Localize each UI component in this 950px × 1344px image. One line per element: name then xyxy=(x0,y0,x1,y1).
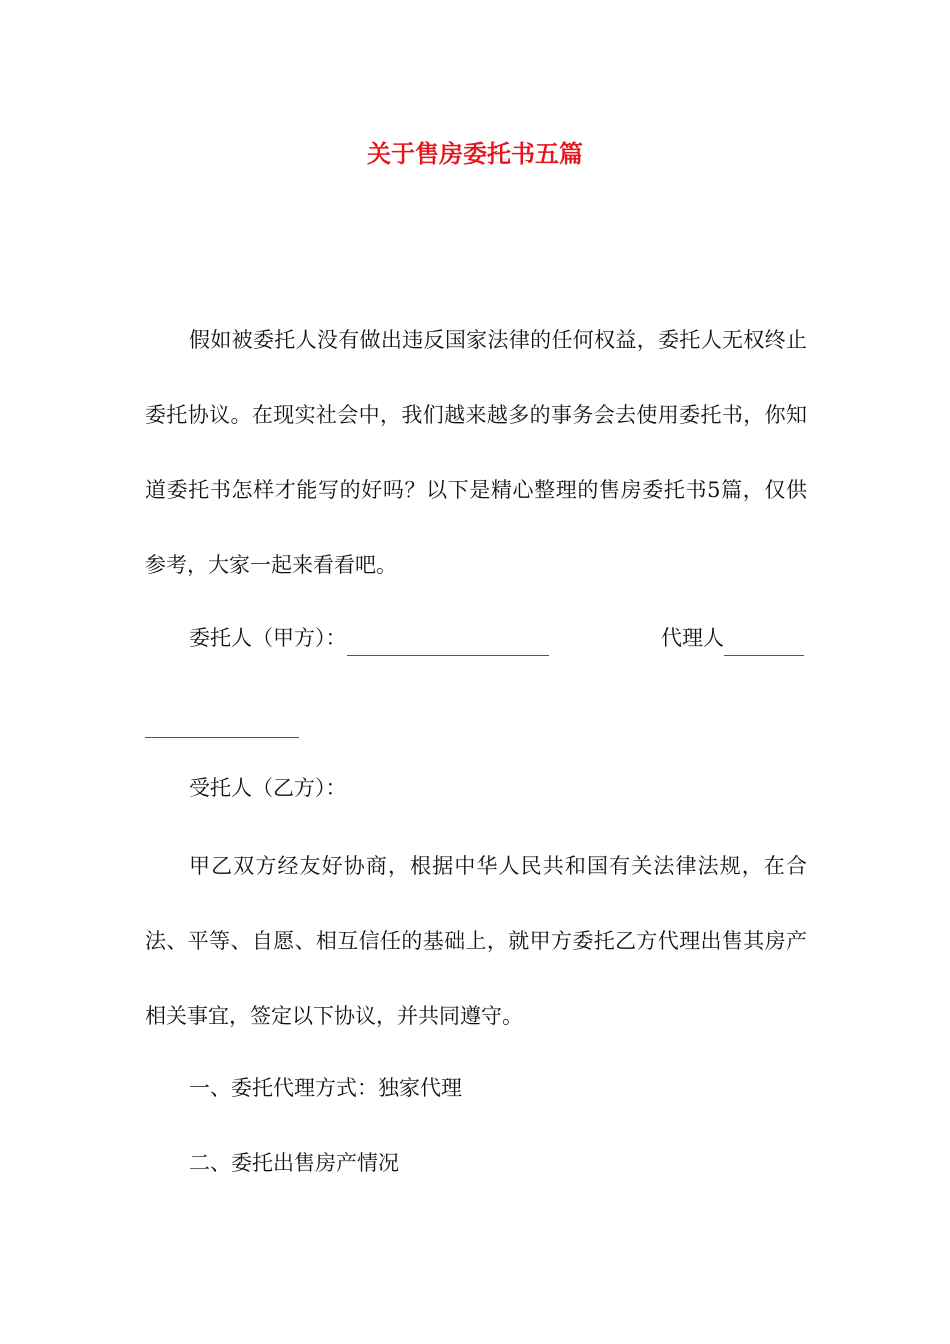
agent-blank-line-two xyxy=(145,713,299,738)
agent-blank-continued xyxy=(145,702,299,738)
clause-two: 二、委托出售房产情况 xyxy=(189,1151,399,1175)
clause-one: 一、委托代理方式：独家代理 xyxy=(189,1076,462,1100)
intro-paragraph: 假如被委托人没有做出违反国家法律的任何权益，委托人无权终止委托协议。在现实社会中，我们越来越多的事务会去使用委托书，你知道委托书怎样才能写的好吗？以下是精心整理的售房委托书5篇，仅供参考，大家一起来看看吧。 xyxy=(145,328,807,577)
principal-label: 委托人（甲方）： xyxy=(189,626,347,650)
agreement-paragraph: 甲乙双方经友好协商，根据中华人民共和国有关法律法规，在合法、平等、自愿、相互信任的基础上，就甲方委托乙方代理出售其房产相关事宜，签定以下协议，并共同遵守。 xyxy=(145,854,807,1028)
document-title: 关于售房委托书五篇 xyxy=(367,139,583,168)
agent-label: 代理人 xyxy=(661,626,724,650)
principal-blank xyxy=(347,631,549,656)
agent-blank xyxy=(724,631,804,656)
trustee-label: 受托人（乙方）： xyxy=(189,776,347,800)
principal-line xyxy=(189,620,549,656)
agent-line xyxy=(661,620,804,656)
